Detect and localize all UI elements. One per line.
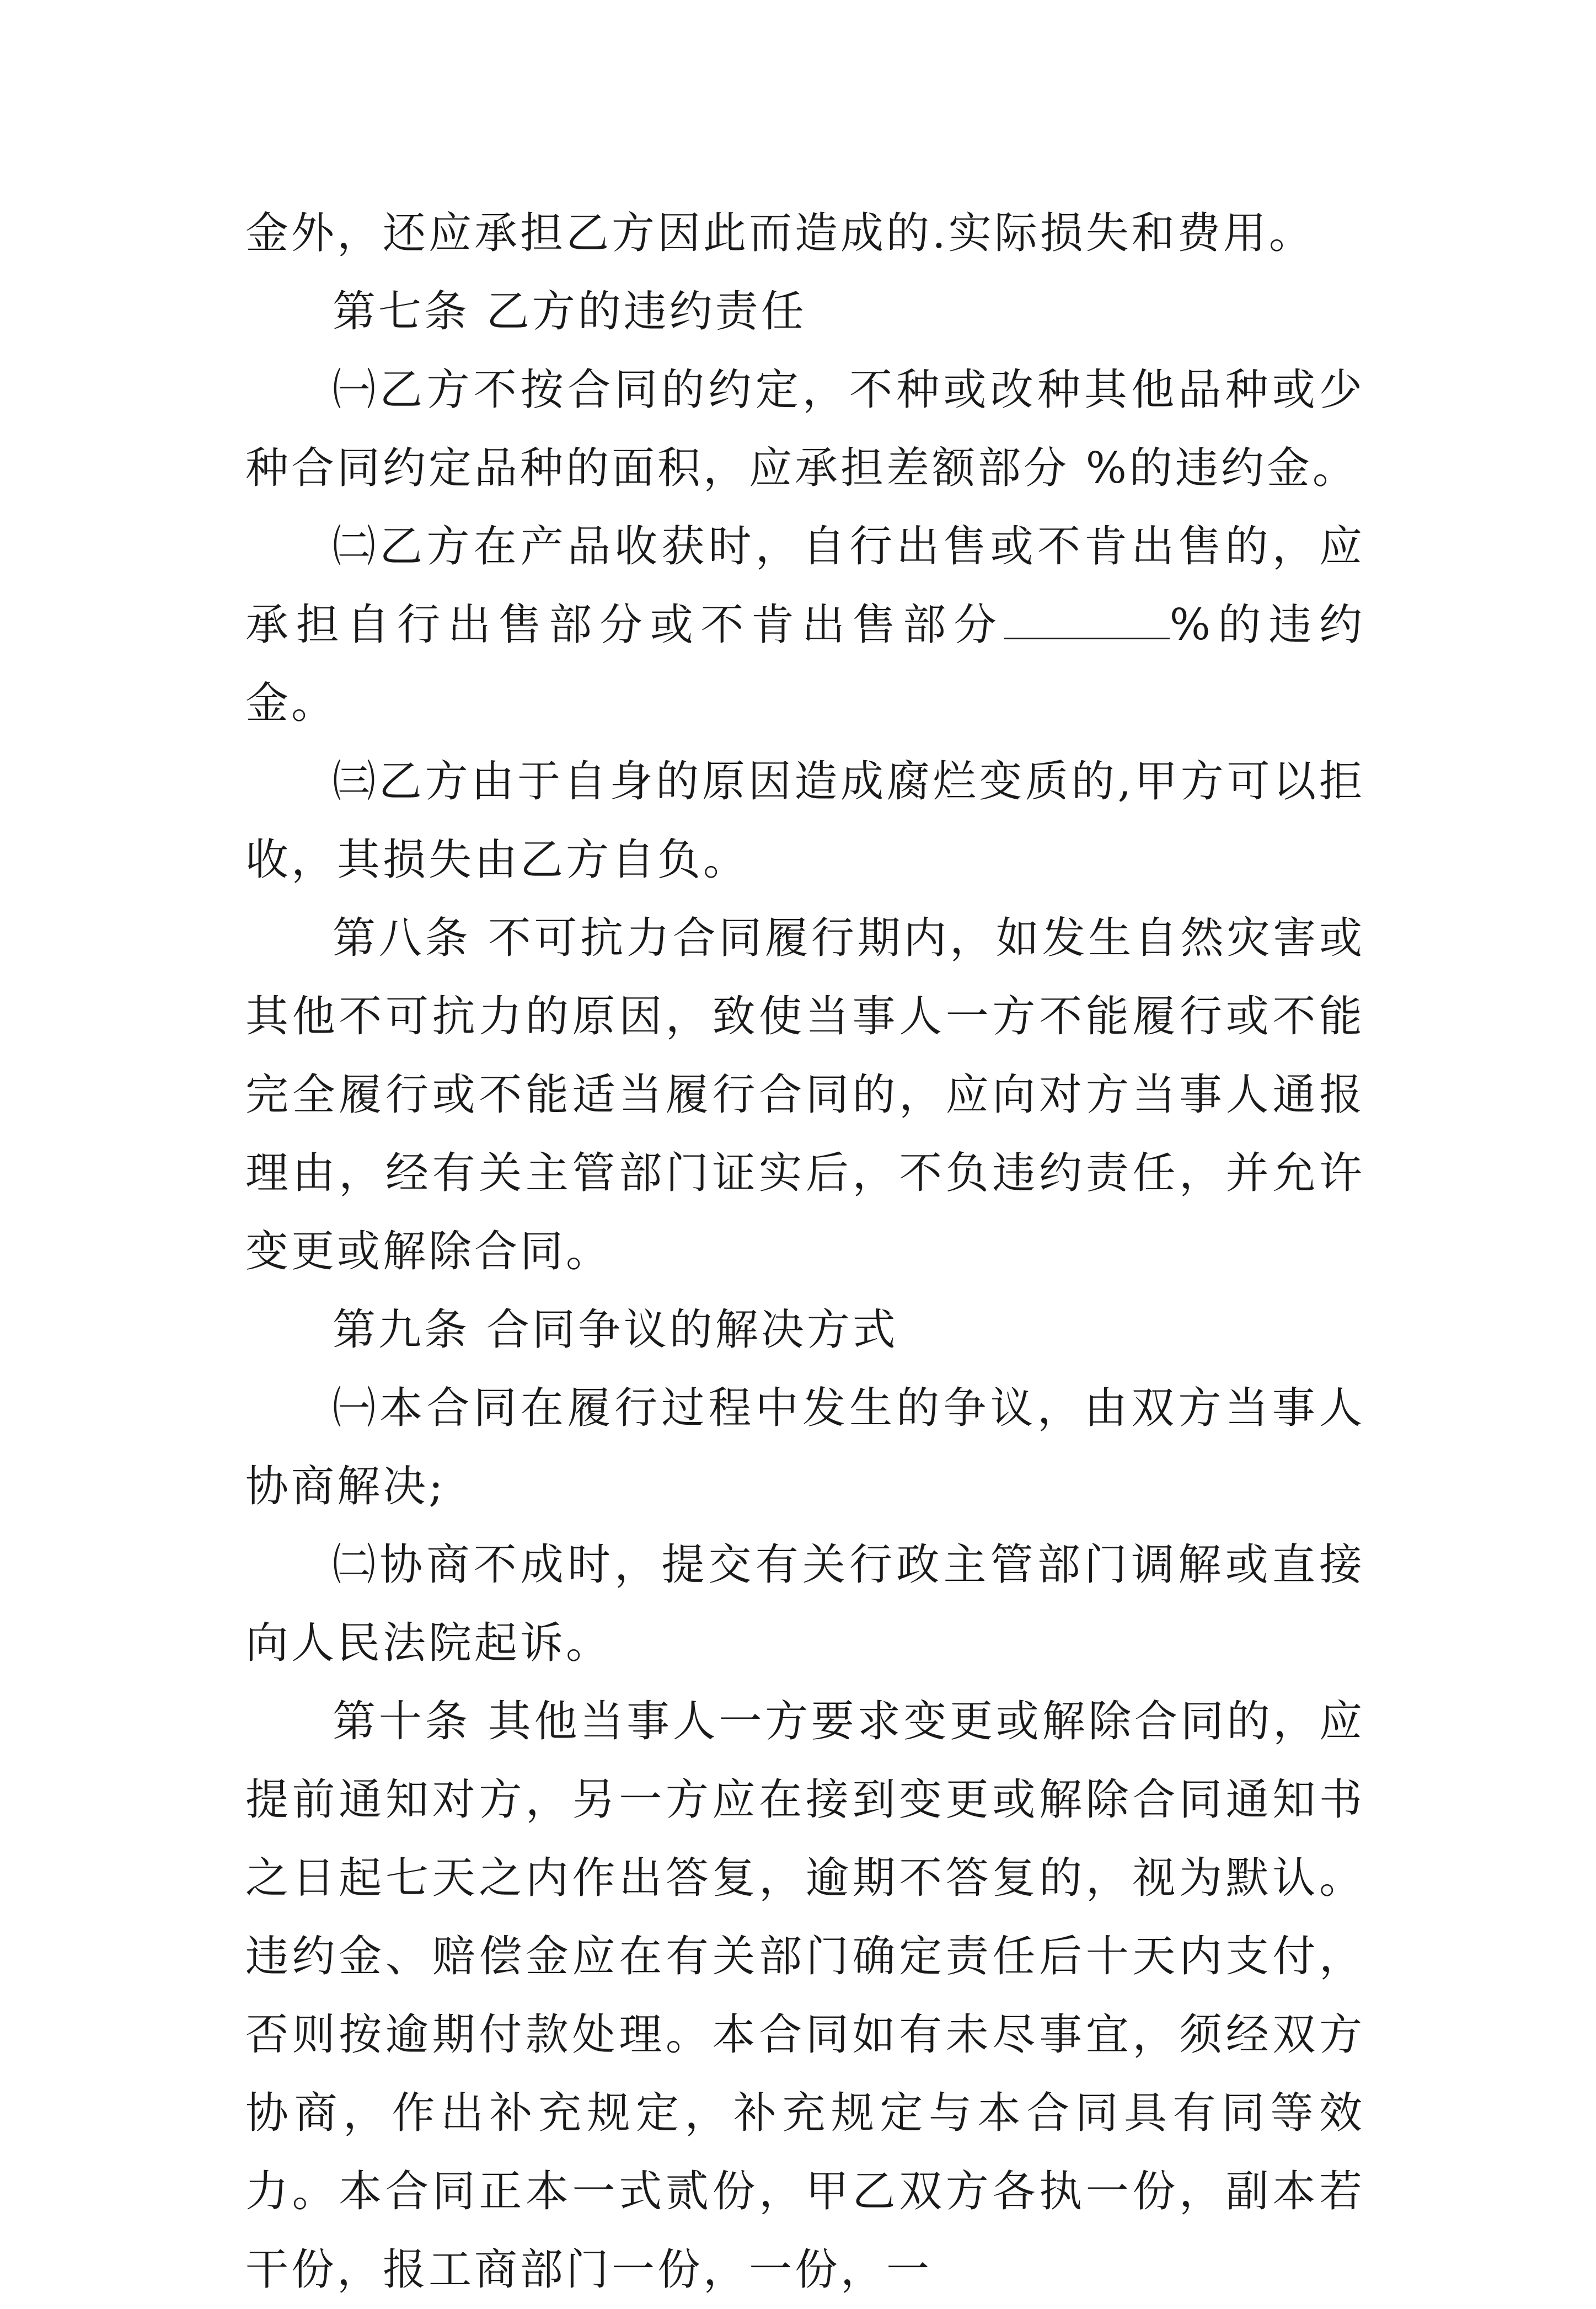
- article-9-clause-1: ㈠本合同在履行过程中发生的争议，由双方当事人协商解决;: [245, 1383, 1365, 1511]
- article-10: 第十条 其他当事人一方要求变更或解除合同的，应提前通知对方，另一方应在接到变更或解除合同通知书之日起七天之内作出答复，逾期不答复的，视为默认。违约金、赔偿金应在有关部门确定责任后十天内支付，否则按逾期付款处理。本合同如有未尽事宜，须经双方协商，作出补充规定，补充规定与本合同具有同等效力。本合同正本一式贰份，甲乙双方各执一份，副本若干份，报工商部门一份，一份，一: [245, 1697, 1365, 2295]
- article-7-heading: 第七条 乙方的违约责任: [333, 287, 807, 336]
- paragraph-continuation: 金外，还应承担乙方因此而造成的.实际损失和费用。: [245, 209, 1315, 258]
- article-9-heading: 第九条 合同争议的解决方式: [333, 1305, 898, 1355]
- fill-in-blank: [1004, 599, 1170, 639]
- article-7-clause-1: ㈠乙方不按合同的约定，不种或改种其他品种或少种合同约定品种的面积，应承担差额部分 %的违约金。: [245, 365, 1365, 493]
- document-body: [245, 194, 1365, 2309]
- clause-2-text-before: ㈡乙方在产品收获时，自行出售或不肯出售的，应承担自行出售部分或不肯出售部分: [245, 522, 1365, 650]
- article-8: 第八条 不可抗力合同履行期内，如发生自然灾害或其他不可抗力的原因，致使当事人一方不能履行或不能完全履行或不能适当履行合同的，应向对方当事人通报理由，经有关主管部门证实后，不负违约责任，并允许变更或解除合同。: [245, 913, 1365, 1276]
- article-9-clause-2: ㈡协商不成时，提交有关行政主管部门调解或直接向人民法院起诉。: [245, 1540, 1365, 1668]
- clause-2-text-after: %的违约金。: [245, 600, 1365, 728]
- article-7-clause-3: ㈢乙方由于自身的原因造成腐烂变质的,甲方可以拒收，其损失由乙方自负。: [245, 757, 1365, 885]
- article-7-clause-2: [245, 507, 1365, 742]
